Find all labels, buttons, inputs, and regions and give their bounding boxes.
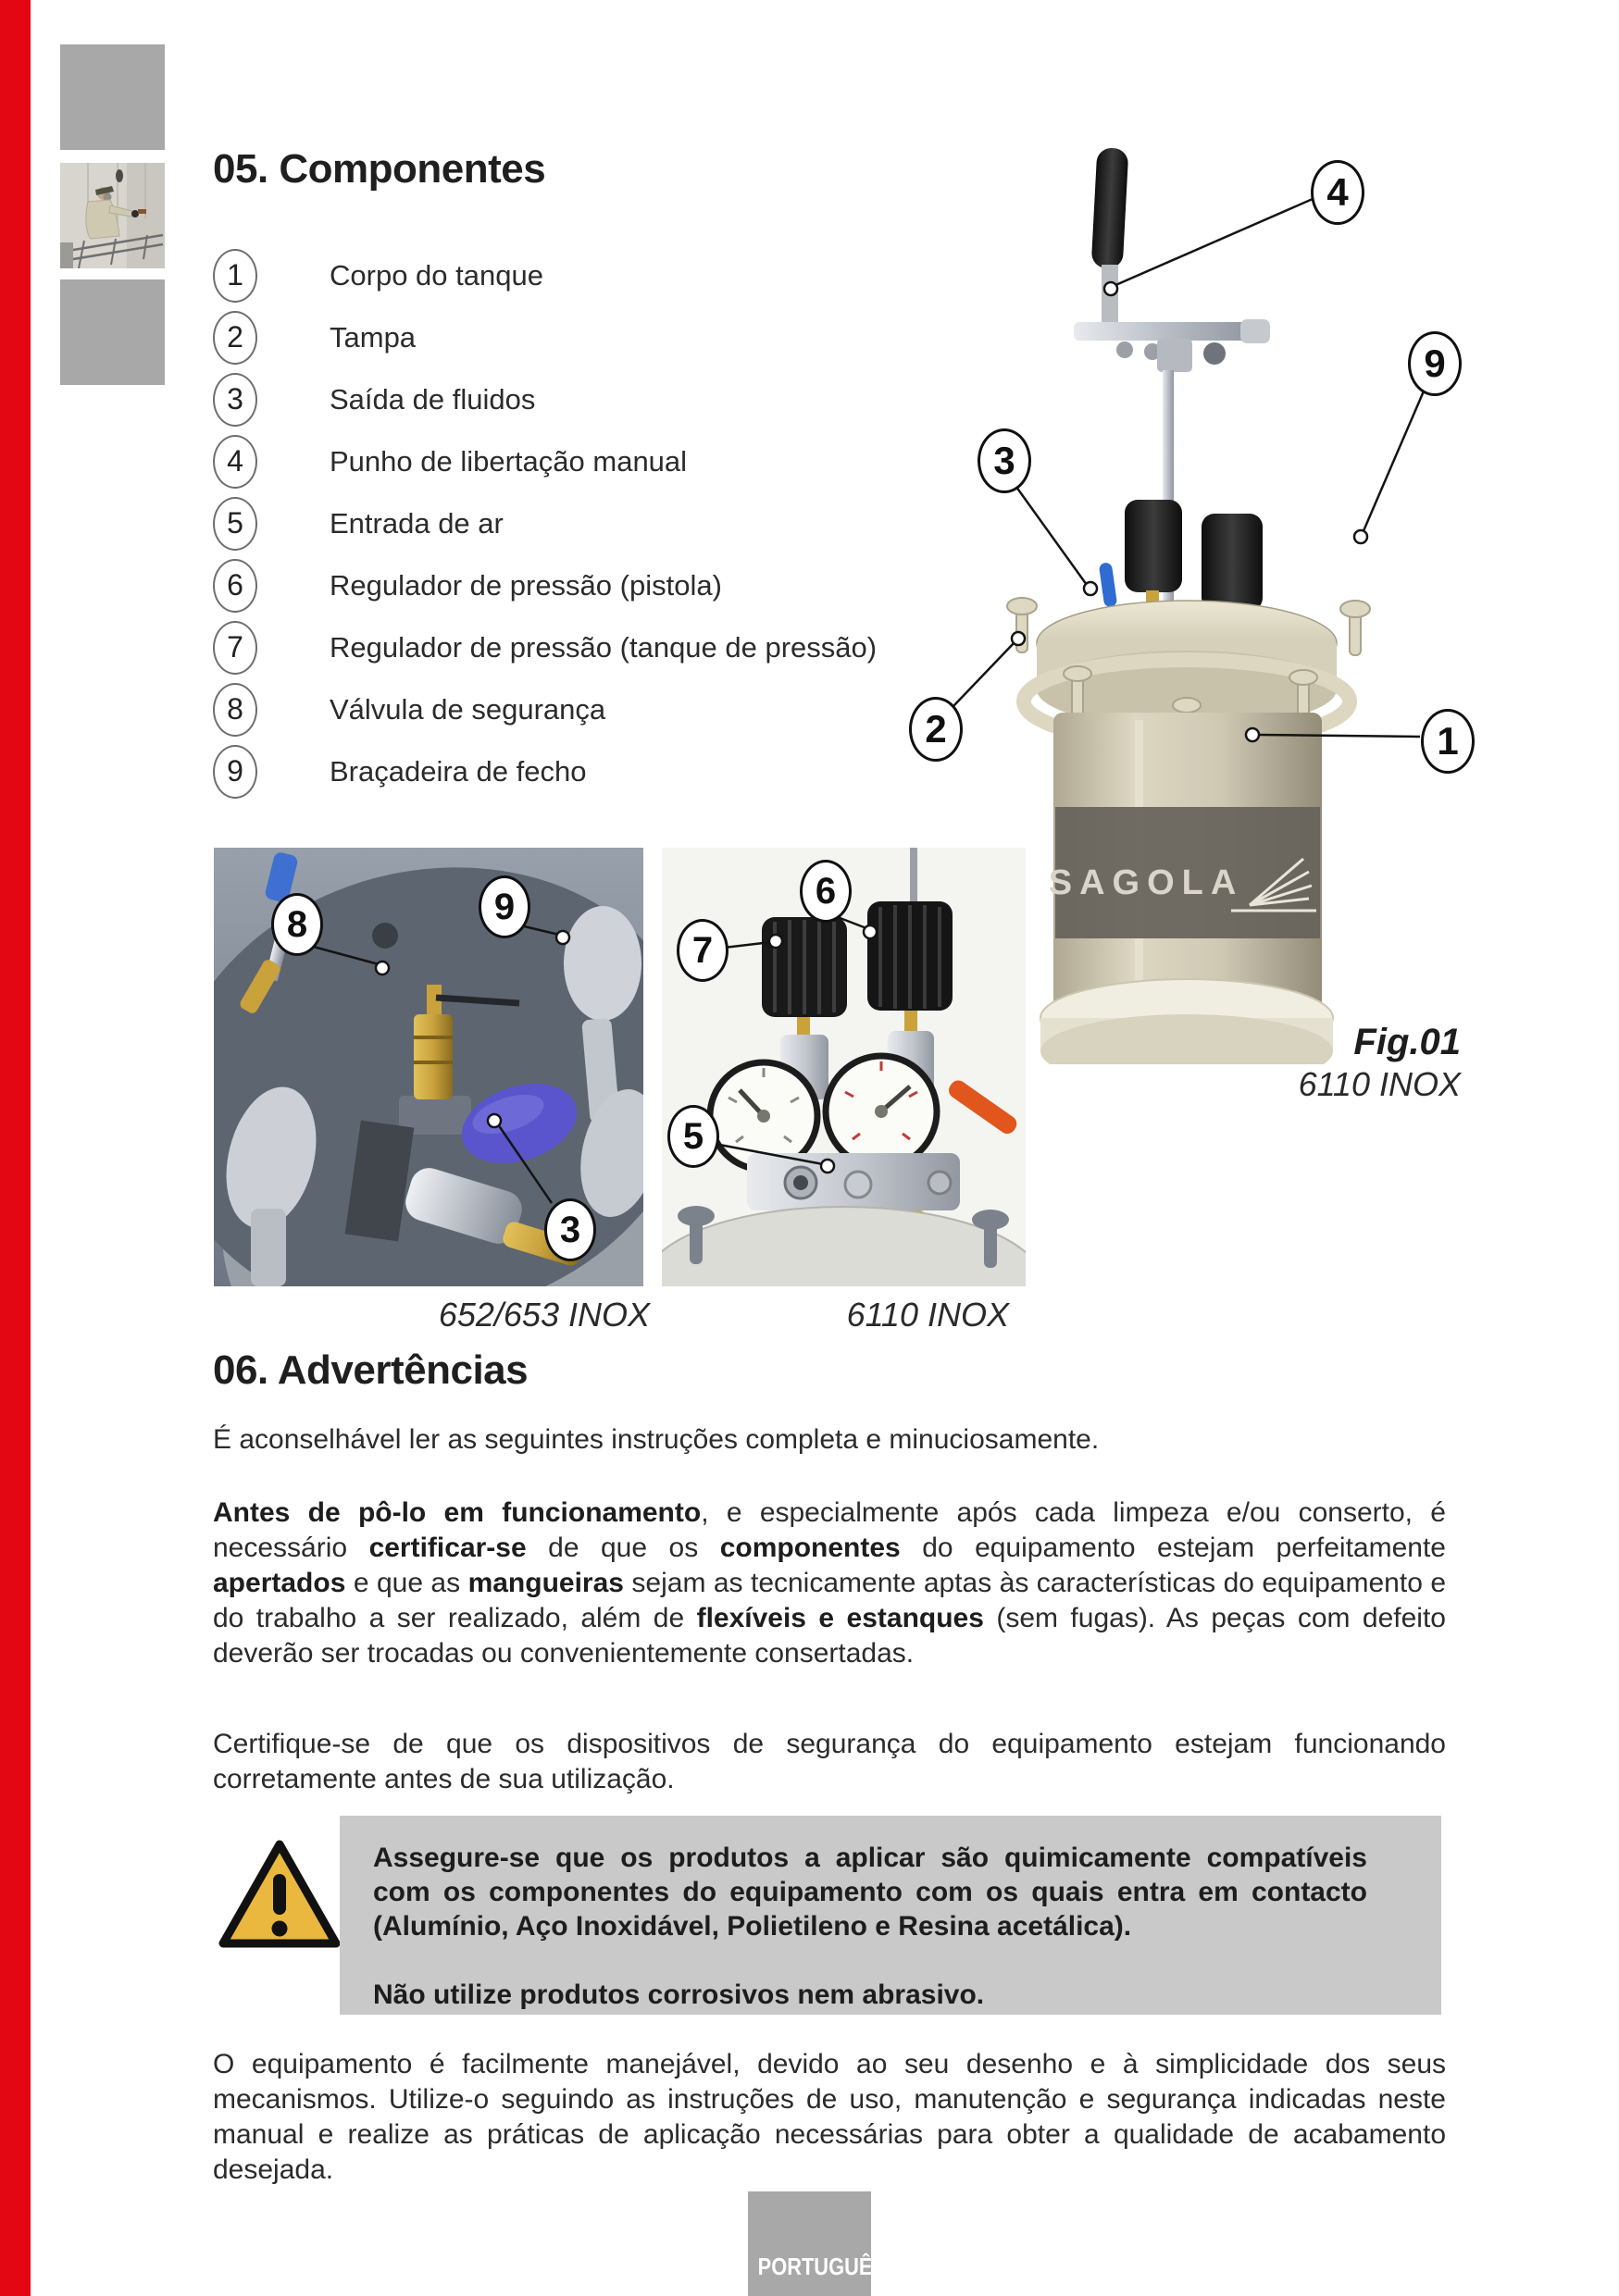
item-label: Punho de libertação manual xyxy=(330,444,688,478)
item-number-circle: 5 xyxy=(213,497,257,551)
warnings-paragraph-3: Certifique-se de que os dispositivos de segurança do equipamento estejam funcionando corretamente antes de sua utilização. xyxy=(213,1729,1446,1794)
callout-4-bubble: 4 xyxy=(1311,160,1364,225)
page-edge-red-strip xyxy=(0,0,31,2296)
item-label: Regulador de pressão (pistola) xyxy=(330,568,722,602)
warning-box xyxy=(340,1816,1441,2015)
item-label: Braçadeira de fecho xyxy=(330,754,587,788)
callout-9-bubble: 9 xyxy=(1408,331,1462,396)
section-05-heading: 05. Componentes xyxy=(213,146,546,192)
item-number-circle: 9 xyxy=(213,745,257,799)
regulator-knob-left xyxy=(1125,500,1182,592)
item-number-circle: 4 xyxy=(213,435,257,489)
callout-2-bubble: 2 xyxy=(909,697,963,762)
list-item xyxy=(213,616,916,678)
callout-5-bubble: 5 xyxy=(667,1105,719,1168)
item-label: Entrada de ar xyxy=(330,506,504,540)
callout-3b-bubble: 3 xyxy=(544,1198,596,1261)
language-tab-label: PORTUGUÊS xyxy=(757,2253,886,2280)
caption-6110: 6110 INOX xyxy=(846,1296,1009,1334)
list-item xyxy=(213,678,916,740)
item-label: Saída de fluidos xyxy=(330,382,536,416)
figure-model: 6110 INOX xyxy=(1298,1065,1461,1103)
language-tab-portugues xyxy=(748,2191,886,2296)
safety-valve xyxy=(414,1014,453,1099)
worker-photo-art xyxy=(60,163,165,268)
list-item xyxy=(213,492,916,554)
item-label: Válvula de segurança xyxy=(330,692,606,726)
item-label: Regulador de pressão (tanque de pressão) xyxy=(330,630,878,664)
warning-text-1: Assegure-se que os produtos a aplicar são quimicamente compatíveis com os componentes do equipamento com os quais entra em contacto (Alumínio, Aço Inoxidável, Polietileno e Resina acetálica). xyxy=(373,1843,1367,1942)
components-list xyxy=(213,244,916,802)
regulator-knob-right xyxy=(1202,514,1263,611)
list-item xyxy=(213,740,916,802)
warnings-paragraph-4: O equipamento é facilmente manejável, devido ao seu desenho e à simplicidade dos seus mecanismos. Utilize-o seguindo as instruções de uso, manutenção e segurança indicadas neste manual e realize as práticas de aplicação necessárias para obter a qualidade de acabamento desejada. xyxy=(213,2049,1446,2185)
callout-3-bubble: 3 xyxy=(978,428,1031,493)
item-number-circle: 2 xyxy=(213,311,257,365)
margin-gray-square-bottom xyxy=(60,279,165,385)
warnings-paragraph-1: É aconselhável ler as seguintes instruções completa e minuciosamente. xyxy=(213,1424,1100,1455)
list-item xyxy=(213,554,916,616)
item-number-circle: 3 xyxy=(213,373,257,427)
blue-lever xyxy=(1099,562,1118,607)
brand-text: SAGOLA xyxy=(1048,863,1244,902)
figure-number: Fig.01 xyxy=(1353,1022,1461,1062)
callout-8-bubble: 8 xyxy=(271,893,323,956)
item-label: Tampa xyxy=(330,320,417,354)
callout-6-bubble: 6 xyxy=(800,860,852,923)
margin-gray-square-top xyxy=(60,44,165,150)
crank-handle xyxy=(1091,147,1129,269)
worker-photo-thumbnail xyxy=(60,163,165,268)
callout-9b-bubble: 9 xyxy=(479,875,530,938)
item-number-circle: 7 xyxy=(213,621,257,675)
list-item xyxy=(213,306,916,368)
caption-652-653: 652/653 INOX xyxy=(438,1296,650,1334)
warnings-paragraph-2: Antes de pô-lo em funcionamento, e especialmente após cada limpeza e/ou conserto, é necessário certificar-se de que os componentes do equipamento estejam perfeitamente apertados e que as mangueiras sejam as tecnicamente aptas às características do equipamento e do trabalho a ser realizado, além de flexíveis e estanques (sem fugas). As peças com defeito deverão ser trocadas ou convenientemente consertadas. xyxy=(213,1497,1447,1669)
warning-triangle-icon xyxy=(218,1837,342,1953)
list-item xyxy=(213,430,916,492)
item-label: Corpo do tanque xyxy=(330,258,543,292)
list-item xyxy=(213,244,916,306)
callout-1-bubble: 1 xyxy=(1421,709,1475,774)
callout-7-bubble: 7 xyxy=(677,919,729,982)
section-06-heading: 06. Advertências xyxy=(213,1347,529,1393)
item-number-circle: 8 xyxy=(213,683,257,737)
item-number-circle: 6 xyxy=(213,559,257,613)
warning-text-2: Não utilize produtos corrosivos nem abrasivo. xyxy=(373,1980,985,2010)
item-number-circle: 1 xyxy=(213,249,257,303)
list-item xyxy=(213,368,916,430)
